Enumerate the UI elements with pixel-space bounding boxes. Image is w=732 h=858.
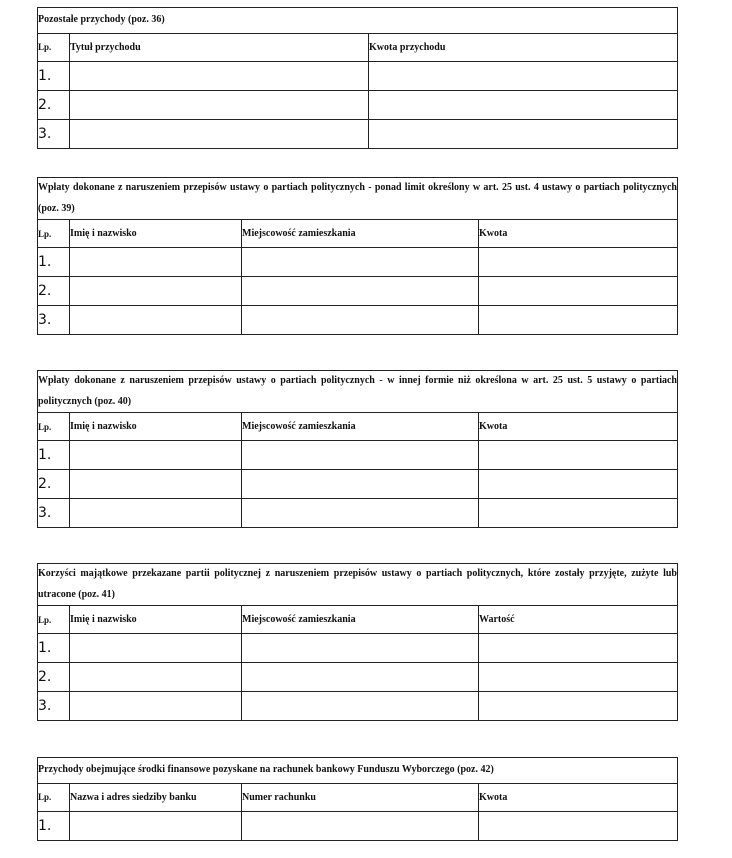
- value-cell[interactable]: [479, 692, 678, 721]
- table-row: [38, 634, 678, 663]
- lp-header: Lp.: [38, 413, 70, 441]
- table-row: [38, 61, 678, 90]
- table-row: [38, 663, 678, 692]
- amount-cell[interactable]: [479, 277, 678, 306]
- account-cell[interactable]: [242, 811, 479, 840]
- residence-cell[interactable]: [242, 692, 479, 721]
- amount-cell[interactable]: [479, 811, 678, 840]
- lp-header: Lp.: [38, 783, 70, 811]
- row-number: 2.: [38, 90, 70, 119]
- table-row: [38, 441, 678, 470]
- table-row: [38, 90, 678, 119]
- section-title: Wpłaty dokonane z naruszeniem przepisów ustawy o partiach politycznych - w innej formie niż określona w art. 25 ust. 5 ustawy o partiach politycznych (poz. 40): [38, 371, 678, 413]
- residence-cell[interactable]: [242, 663, 479, 692]
- column-header-amount: Kwota: [479, 783, 678, 811]
- column-header-title: Tytuł przychodu: [70, 33, 369, 61]
- column-header-name: Imię i nazwisko: [70, 606, 242, 634]
- row-number: 3.: [38, 119, 70, 148]
- lp-header: Lp.: [38, 606, 70, 634]
- amount-cell[interactable]: [479, 470, 678, 499]
- row-number: 1.: [38, 61, 70, 90]
- income-table-other: [37, 7, 678, 149]
- name-cell[interactable]: [70, 306, 242, 335]
- section-title: Przychody obejmujące środki finansowe pozyskane na rachunek bankowy Funduszu Wyborczego (poz. 42): [38, 758, 678, 784]
- amount-cell[interactable]: [369, 119, 678, 148]
- column-header-name: Imię i nazwisko: [70, 413, 242, 441]
- election-fund-bank-table: [37, 757, 678, 841]
- row-number: 3.: [38, 692, 70, 721]
- payments-over-limit-table: [37, 177, 678, 335]
- table-row: [38, 470, 678, 499]
- title-cell[interactable]: [70, 61, 369, 90]
- row-number: 1.: [38, 634, 70, 663]
- section-title: Pozostałe przychody (poz. 36): [38, 8, 678, 34]
- column-header-residence: Miejscowość zamieszkania: [242, 220, 479, 248]
- table-row: [38, 499, 678, 528]
- column-header-amount: Kwota: [479, 413, 678, 441]
- column-header-amount: Kwota: [479, 220, 678, 248]
- column-header-bank: Nazwa i adres siedziby banku: [70, 783, 242, 811]
- amount-cell[interactable]: [479, 499, 678, 528]
- table-row: [38, 306, 678, 335]
- bank-cell[interactable]: [70, 811, 242, 840]
- value-cell[interactable]: [479, 663, 678, 692]
- residence-cell[interactable]: [242, 306, 479, 335]
- title-cell[interactable]: [70, 119, 369, 148]
- residence-cell[interactable]: [242, 441, 479, 470]
- row-number: 1.: [38, 441, 70, 470]
- name-cell[interactable]: [70, 692, 242, 721]
- column-header-residence: Miejscowość zamieszkania: [242, 413, 479, 441]
- column-header-amount: Kwota przychodu: [369, 33, 678, 61]
- table-row: [38, 277, 678, 306]
- table-row: [38, 119, 678, 148]
- column-header-value: Wartość: [479, 606, 678, 634]
- row-number: 3.: [38, 306, 70, 335]
- table-row: [38, 811, 678, 840]
- name-cell[interactable]: [70, 634, 242, 663]
- row-number: 2.: [38, 470, 70, 499]
- residence-cell[interactable]: [242, 277, 479, 306]
- name-cell[interactable]: [70, 663, 242, 692]
- column-header-account: Numer rachunku: [242, 783, 479, 811]
- residence-cell[interactable]: [242, 470, 479, 499]
- lp-header: Lp.: [38, 220, 70, 248]
- value-cell[interactable]: [479, 634, 678, 663]
- table-row: [38, 248, 678, 277]
- row-number: 2.: [38, 277, 70, 306]
- section-title: Korzyści majątkowe przekazane partii politycznej z naruszeniem przepisów ustawy o partiach politycznych, które zostały przyjęte, zużyte lub utracone (poz. 41): [38, 564, 678, 606]
- column-header-residence: Miejscowość zamieszkania: [242, 606, 479, 634]
- amount-cell[interactable]: [479, 248, 678, 277]
- row-number: 1.: [38, 248, 70, 277]
- name-cell[interactable]: [70, 441, 242, 470]
- column-header-name: Imię i nazwisko: [70, 220, 242, 248]
- payments-other-form-table: [37, 370, 678, 528]
- table-row: [38, 692, 678, 721]
- title-cell[interactable]: [70, 90, 369, 119]
- name-cell[interactable]: [70, 248, 242, 277]
- amount-cell[interactable]: [479, 306, 678, 335]
- name-cell[interactable]: [70, 277, 242, 306]
- lp-header: Lp.: [38, 33, 70, 61]
- name-cell[interactable]: [70, 499, 242, 528]
- amount-cell[interactable]: [369, 90, 678, 119]
- property-benefits-table: [37, 563, 678, 721]
- row-number: 1.: [38, 811, 70, 840]
- section-title: Wpłaty dokonane z naruszeniem przepisów ustawy o partiach politycznych - ponad limit określony w art. 25 ust. 4 ustawy o partiach politycznych (poz. 39): [38, 178, 678, 220]
- residence-cell[interactable]: [242, 634, 479, 663]
- amount-cell[interactable]: [369, 61, 678, 90]
- row-number: 2.: [38, 663, 70, 692]
- name-cell[interactable]: [70, 470, 242, 499]
- row-number: 3.: [38, 499, 70, 528]
- residence-cell[interactable]: [242, 248, 479, 277]
- residence-cell[interactable]: [242, 499, 479, 528]
- amount-cell[interactable]: [479, 441, 678, 470]
